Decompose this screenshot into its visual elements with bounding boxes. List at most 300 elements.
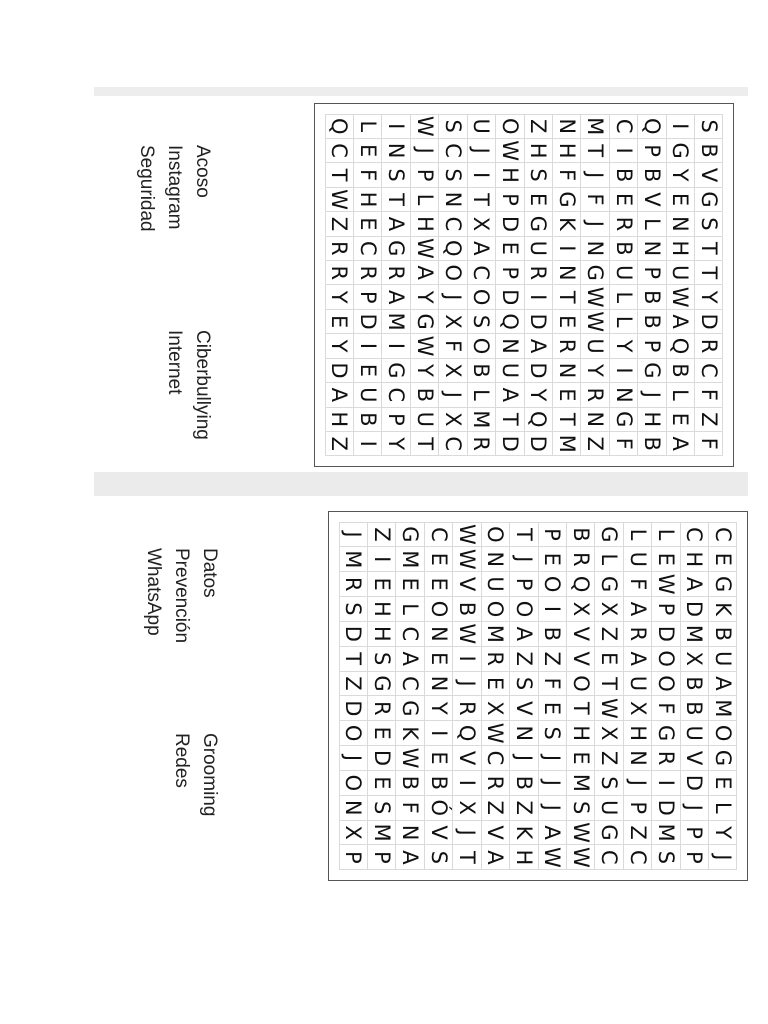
grid-cell: L: [353, 114, 382, 139]
grid-cell: T: [552, 284, 581, 309]
grid-cell: W: [410, 333, 439, 358]
grid-cell: G: [708, 571, 737, 597]
grid-cell: U: [609, 260, 638, 285]
grid-cell: A: [680, 571, 709, 597]
grid-cell: Z: [509, 646, 538, 672]
grid-cell: O: [708, 720, 737, 746]
grid-cell: R: [623, 621, 652, 647]
grid-cell: N: [509, 720, 538, 746]
grid-cell: V: [509, 695, 538, 721]
grid-cell: H: [367, 621, 396, 647]
grid-cell: O: [339, 720, 368, 746]
grid-cell: B: [467, 358, 496, 383]
grid-cell: M: [395, 546, 424, 572]
grid-cell: E: [325, 309, 354, 334]
grid-cell: B: [680, 695, 709, 721]
grid-cell: H: [367, 596, 396, 622]
grid-cell: A: [325, 382, 354, 407]
grid-cell: E: [708, 770, 737, 796]
grid-cell: C: [438, 211, 467, 236]
grid-cell: N: [666, 211, 695, 236]
grid-cell: U: [580, 333, 609, 358]
grid-cell: L: [637, 211, 666, 236]
grid-cell: U: [467, 114, 496, 139]
grid-cell: T: [594, 671, 623, 697]
grid-cell: T: [410, 431, 439, 456]
grid-cell: O: [467, 333, 496, 358]
grid-cell: O: [481, 596, 510, 622]
grid-cell: E: [566, 745, 595, 771]
grid-cell: I: [452, 770, 481, 796]
grid-cell: P: [367, 844, 396, 870]
grid-cell: D: [680, 596, 709, 622]
grid-cell: A: [381, 284, 410, 309]
grid-cell: A: [395, 844, 424, 870]
grid-cell: I: [452, 646, 481, 672]
word-list-item: Prevención: [171, 548, 192, 644]
grid-cell: S: [381, 162, 410, 187]
grid-cell: D: [353, 309, 382, 334]
grid-cell: V: [566, 621, 595, 647]
grid-cell: W: [538, 844, 567, 870]
grid-cell: L: [410, 187, 439, 212]
grid-cell: R: [609, 211, 638, 236]
grid-cell: R: [452, 695, 481, 721]
grid-cell: W: [452, 546, 481, 572]
grid-cell: C: [708, 522, 737, 548]
grid-cell: E: [395, 571, 424, 597]
grid-cell: I: [552, 236, 581, 261]
grid-cell: Z: [367, 522, 396, 548]
word-list-2: [142, 548, 220, 878]
grid-cell: E: [708, 546, 737, 572]
grid-cell: U: [410, 407, 439, 432]
grid-cell: T: [509, 522, 538, 548]
grid-cell: E: [495, 236, 524, 261]
grid-cell: C: [395, 621, 424, 647]
grid-cell: E: [353, 138, 382, 163]
grid-cell: U: [524, 236, 553, 261]
grid-cell: E: [367, 571, 396, 597]
grid-cell: C: [353, 236, 382, 261]
grid-cell: C: [481, 745, 510, 771]
grid-cell: R: [481, 646, 510, 672]
grid-cell: M: [580, 114, 609, 139]
grid-cell: Q: [325, 114, 354, 139]
word-list-item: Redes: [171, 733, 192, 788]
grid-cell: Z: [694, 407, 723, 432]
grid-cell: Z: [481, 795, 510, 821]
grid-cell: F: [395, 795, 424, 821]
grid-cell: E: [353, 211, 382, 236]
grid-cell: J: [708, 844, 737, 870]
grid-cell: Z: [594, 621, 623, 647]
grid-cell: W: [395, 745, 424, 771]
grid-cell: H: [410, 211, 439, 236]
grid-cell: W: [651, 571, 680, 597]
grid-cell: F: [609, 431, 638, 456]
grid-cell: B: [538, 621, 567, 647]
word-list-item: Grooming: [199, 733, 220, 817]
grid-cell: J: [438, 284, 467, 309]
grid-cell: J: [438, 382, 467, 407]
grid-cell: B: [566, 522, 595, 548]
grid-cell: M: [367, 820, 396, 846]
grid-cell: C: [609, 114, 638, 139]
grid-cell: D: [651, 795, 680, 821]
grid-cell: G: [651, 720, 680, 746]
grid-cell: U: [481, 571, 510, 597]
grid-cell: P: [538, 522, 567, 548]
grid-cell: U: [708, 646, 737, 672]
grid-cell: O: [339, 770, 368, 796]
grid-cell: R: [367, 695, 396, 721]
header-band-top: [94, 87, 748, 96]
grid-cell: A: [708, 671, 737, 697]
grid-cell: Y: [325, 333, 354, 358]
grid-cell: E: [666, 407, 695, 432]
grid-cell: G: [410, 309, 439, 334]
grid-cell: G: [594, 522, 623, 548]
grid-cell: S: [367, 795, 396, 821]
grid-cell: Y: [524, 382, 553, 407]
grid-cell: Y: [609, 333, 638, 358]
grid-cell: A: [495, 382, 524, 407]
grid-cell: R: [694, 333, 723, 358]
grid-cell: B: [637, 162, 666, 187]
grid-cell: E: [594, 646, 623, 672]
grid-cell: Y: [694, 284, 723, 309]
grid-cell: W: [410, 114, 439, 139]
grid-cell: D: [495, 431, 524, 456]
grid-cell: Z: [623, 820, 652, 846]
grid-cell: A: [467, 236, 496, 261]
grid-cell: W: [566, 820, 595, 846]
grid-cell: D: [495, 211, 524, 236]
grid-cell: F: [694, 431, 723, 456]
grid-cell: Y: [381, 431, 410, 456]
grid-cell: A: [395, 646, 424, 672]
grid-cell: W: [452, 522, 481, 548]
grid-cell: Z: [580, 431, 609, 456]
grid-cell: D: [694, 309, 723, 334]
grid-cell: P: [339, 844, 368, 870]
grid-cell: A: [524, 333, 553, 358]
grid-cell: T: [325, 162, 354, 187]
grid-cell: T: [566, 695, 595, 721]
grid-cell: A: [381, 211, 410, 236]
grid-cell: N: [424, 621, 453, 647]
grid-cell: S: [438, 114, 467, 139]
grid-cell: C: [467, 260, 496, 285]
grid-cell: D: [339, 621, 368, 647]
grid-cell: J: [509, 745, 538, 771]
grid-cell: Y: [666, 162, 695, 187]
grid-cell: O: [651, 646, 680, 672]
grid-cell: B: [609, 236, 638, 261]
grid-cell: E: [552, 309, 581, 334]
grid-cell: A: [623, 596, 652, 622]
grid-cell: O: [651, 671, 680, 697]
grid-cell: Z: [524, 114, 553, 139]
grid-cell: N: [623, 745, 652, 771]
grid-cell: N: [552, 358, 581, 383]
grid-cell: J: [339, 522, 368, 548]
grid-cell: X: [438, 358, 467, 383]
grid-cell: Z: [509, 795, 538, 821]
grid-cell: U: [680, 720, 709, 746]
grid-cell: I: [424, 720, 453, 746]
grid-cell: O: [481, 522, 510, 548]
grid-cell: M: [552, 431, 581, 456]
word-list-item: Instagram: [164, 145, 185, 230]
grid-cell: E: [353, 358, 382, 383]
grid-cell: C: [395, 671, 424, 697]
grid-cell: X: [452, 795, 481, 821]
grid-cell: E: [609, 187, 638, 212]
letter-grid: [325, 114, 723, 456]
grid-cell: P: [381, 407, 410, 432]
grid-cell: M: [381, 309, 410, 334]
grid-cell: D: [339, 695, 368, 721]
grid-cell: Ó: [424, 795, 453, 821]
grid-cell: C: [694, 358, 723, 383]
grid-cell: R: [381, 260, 410, 285]
grid-cell: A: [666, 431, 695, 456]
grid-cell: E: [424, 646, 453, 672]
word-list-item: Seguridad: [136, 145, 157, 232]
grid-cell: J: [452, 820, 481, 846]
grid-cell: M: [481, 621, 510, 647]
grid-cell: I: [367, 546, 396, 572]
grid-cell: L: [651, 522, 680, 548]
grid-cell: G: [580, 260, 609, 285]
grid-cell: V: [452, 571, 481, 597]
grid-cell: Z: [538, 646, 567, 672]
grid-cell: I: [666, 114, 695, 139]
grid-cell: I: [538, 596, 567, 622]
word-list-item: Datos: [199, 548, 220, 598]
grid-cell: I: [381, 333, 410, 358]
grid-cell: Q: [566, 571, 595, 597]
grid-cell: B: [680, 671, 709, 697]
grid-cell: J: [538, 745, 567, 771]
grid-cell: U: [623, 546, 652, 572]
word-search-grid-2: [328, 511, 748, 881]
grid-cell: C: [438, 431, 467, 456]
grid-cell: S: [524, 162, 553, 187]
grid-cell: B: [666, 358, 695, 383]
grid-cell: J: [452, 671, 481, 697]
grid-cell: B: [708, 621, 737, 647]
grid-cell: B: [637, 309, 666, 334]
grid-cell: D: [367, 745, 396, 771]
grid-cell: G: [637, 358, 666, 383]
grid-cell: F: [580, 187, 609, 212]
grid-cell: Y: [410, 284, 439, 309]
grid-cell: J: [339, 745, 368, 771]
grid-cell: U: [666, 260, 695, 285]
grid-cell: M: [339, 546, 368, 572]
grid-cell: S: [367, 646, 396, 672]
grid-cell: U: [623, 671, 652, 697]
grid-cell: N: [580, 407, 609, 432]
grid-cell: T: [694, 236, 723, 261]
grid-cell: Z: [325, 431, 354, 456]
grid-cell: W: [666, 284, 695, 309]
grid-cell: X: [623, 695, 652, 721]
grid-cell: I: [353, 333, 382, 358]
grid-cell: W: [495, 138, 524, 163]
grid-cell: G: [552, 187, 581, 212]
grid-cell: U: [495, 358, 524, 383]
grid-cell: S: [694, 211, 723, 236]
grid-cell: H: [524, 138, 553, 163]
grid-cell: M: [651, 820, 680, 846]
grid-cell: B: [637, 431, 666, 456]
grid-cell: R: [339, 571, 368, 597]
grid-cell: V: [694, 162, 723, 187]
grid-cell: K: [552, 211, 581, 236]
grid-cell: E: [552, 382, 581, 407]
grid-cell: N: [381, 138, 410, 163]
grid-cell: H: [637, 407, 666, 432]
grid-cell: O: [438, 260, 467, 285]
grid-cell: M: [708, 695, 737, 721]
grid-cell: I: [651, 770, 680, 796]
grid-cell: K: [509, 820, 538, 846]
grid-cell: J: [467, 138, 496, 163]
grid-cell: M: [566, 770, 595, 796]
grid-cell: E: [367, 720, 396, 746]
grid-cell: G: [594, 820, 623, 846]
grid-cell: T: [694, 260, 723, 285]
grid-cell: J: [580, 211, 609, 236]
grid-cell: V: [680, 745, 709, 771]
grid-cell: D: [680, 770, 709, 796]
grid-cell: L: [609, 284, 638, 309]
grid-cell: L: [623, 522, 652, 548]
grid-cell: P: [495, 260, 524, 285]
grid-cell: F: [694, 382, 723, 407]
grid-cell: F: [651, 695, 680, 721]
grid-cell: Q: [495, 309, 524, 334]
grid-cell: R: [467, 431, 496, 456]
grid-cell: V: [481, 820, 510, 846]
grid-cell: G: [395, 695, 424, 721]
grid-cell: R: [524, 260, 553, 285]
grid-cell: H: [623, 720, 652, 746]
grid-cell: B: [609, 162, 638, 187]
grid-cell: L: [467, 382, 496, 407]
grid-cell: X: [594, 720, 623, 746]
grid-cell: D: [495, 284, 524, 309]
grid-cell: A: [509, 621, 538, 647]
grid-cell: S: [594, 770, 623, 796]
grid-cell: Y: [580, 358, 609, 383]
grid-cell: N: [580, 236, 609, 261]
grid-cell: Y: [708, 820, 737, 846]
grid-cell: Z: [325, 211, 354, 236]
grid-cell: A: [666, 309, 695, 334]
grid-cell: D: [524, 309, 553, 334]
grid-cell: E: [424, 745, 453, 771]
grid-cell: L: [395, 596, 424, 622]
grid-cell: P: [623, 795, 652, 821]
grid-cell: G: [666, 138, 695, 163]
grid-cell: B: [452, 596, 481, 622]
grid-cell: N: [424, 671, 453, 697]
grid-cell: P: [410, 162, 439, 187]
grid-cell: J: [538, 795, 567, 821]
grid-cell: F: [438, 333, 467, 358]
grid-cell: X: [566, 596, 595, 622]
grid-cell: H: [325, 407, 354, 432]
grid-cell: F: [552, 162, 581, 187]
grid-cell: O: [424, 596, 453, 622]
grid-cell: O: [509, 596, 538, 622]
grid-cell: W: [481, 720, 510, 746]
grid-cell: X: [594, 596, 623, 622]
grid-cell: J: [680, 795, 709, 821]
grid-cell: X: [467, 211, 496, 236]
grid-cell: G: [609, 407, 638, 432]
grid-cell: N: [495, 333, 524, 358]
grid-cell: G: [395, 522, 424, 548]
grid-cell: W: [325, 187, 354, 212]
grid-cell: S: [339, 596, 368, 622]
word-list-item: Ciberbullying: [192, 330, 213, 440]
grid-cell: V: [566, 646, 595, 672]
grid-cell: T: [495, 407, 524, 432]
grid-cell: P: [680, 820, 709, 846]
grid-cell: H: [353, 187, 382, 212]
grid-cell: D: [524, 431, 553, 456]
letter-grid: [339, 522, 737, 870]
grid-cell: J: [538, 770, 567, 796]
grid-cell: F: [353, 162, 382, 187]
grid-cell: C: [438, 138, 467, 163]
grid-cell: R: [325, 260, 354, 285]
grid-cell: C: [325, 138, 354, 163]
grid-cell: J: [637, 382, 666, 407]
grid-cell: H: [509, 844, 538, 870]
grid-cell: P: [509, 571, 538, 597]
grid-cell: S: [467, 309, 496, 334]
grid-cell: P: [637, 260, 666, 285]
grid-cell: E: [481, 671, 510, 697]
grid-cell: M: [680, 621, 709, 647]
grid-cell: Z: [594, 745, 623, 771]
grid-cell: D: [325, 358, 354, 383]
grid-cell: L: [708, 795, 737, 821]
grid-cell: P: [651, 596, 680, 622]
grid-cell: W: [410, 236, 439, 261]
grid-cell: I: [609, 358, 638, 383]
grid-cell: O: [538, 571, 567, 597]
grid-cell: N: [395, 820, 424, 846]
grid-cell: I: [381, 114, 410, 139]
grid-cell: W: [566, 844, 595, 870]
grid-cell: B: [395, 770, 424, 796]
grid-cell: G: [381, 236, 410, 261]
grid-cell: R: [481, 770, 510, 796]
grid-cell: S: [509, 671, 538, 697]
grid-cell: F: [538, 671, 567, 697]
grid-cell: S: [424, 844, 453, 870]
grid-cell: P: [353, 284, 382, 309]
grid-cell: S: [566, 795, 595, 821]
